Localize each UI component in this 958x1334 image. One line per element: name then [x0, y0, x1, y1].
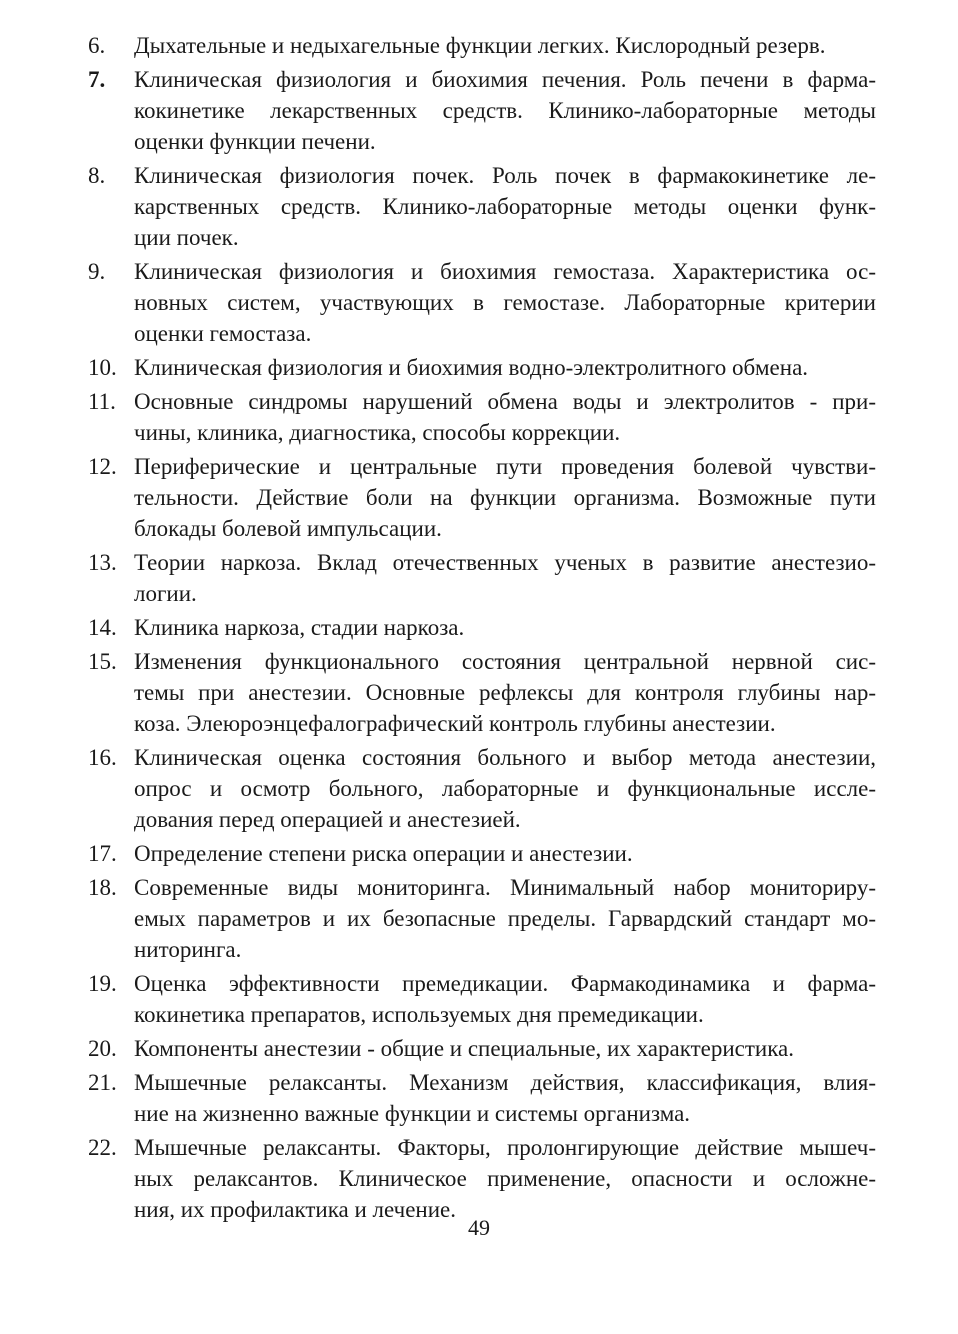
item-number: 10. [88, 355, 117, 380]
item-text [134, 646, 876, 739]
item-line: кокинетике лекарственных средств. Клинико-лабораторные методы [134, 98, 876, 123]
list-item [88, 160, 876, 253]
item-text [134, 838, 876, 869]
list-item [88, 1067, 876, 1129]
list-item [88, 547, 876, 609]
item-line: ниторинга. [134, 937, 242, 962]
item-text [134, 1067, 876, 1129]
item-number: 9. [88, 259, 106, 284]
item-line: Клиническая физиология и биохимия гемостаза. Характеристика ос- [134, 259, 876, 284]
item-line: ние на жизненно важные функции и системы организма. [134, 1101, 691, 1126]
item-line: Изменения функционального состояния центральной нервной сис- [134, 649, 876, 674]
item-text [134, 968, 876, 1030]
list-item [88, 352, 876, 383]
item-line: ции почек. [134, 225, 239, 250]
list-item [88, 386, 876, 448]
item-line: чины, клиника, диагностика, способы коррекции. [134, 420, 621, 445]
item-line: Основные синдромы нарушений обмена воды и электролитов - при- [134, 389, 876, 414]
item-line: Мышечные релаксанты. Факторы, пролонгирующие действие мышеч- [134, 1135, 876, 1160]
item-text [134, 352, 876, 383]
item-line: емых параметров и их безопасные пределы. Гарвардский стандарт мо- [134, 906, 876, 931]
item-text [134, 256, 876, 349]
list-item [88, 968, 876, 1030]
item-line: оценки гемостаза. [134, 321, 312, 346]
item-number: 14. [88, 615, 117, 640]
item-line: Оценка эффективности премедикации. Фармакодинамика и фарма- [134, 971, 876, 996]
item-text [134, 872, 876, 965]
list-item [88, 612, 876, 643]
item-line: карственных средств. Клинико-лабораторные методы оценки функ- [134, 194, 876, 219]
item-text [134, 742, 876, 835]
item-text [134, 612, 876, 643]
item-number: 11. [88, 389, 116, 414]
item-text [134, 547, 876, 609]
item-text [134, 386, 876, 448]
item-line: Клиническая оценка состояния больного и выбор метода анестезии, [134, 745, 876, 770]
item-line: темы при анестезии. Основные рефлексы для контроля глубины нар- [134, 680, 876, 705]
item-text [134, 451, 876, 544]
item-text [134, 64, 876, 157]
list-item [88, 1033, 876, 1064]
list-item [88, 256, 876, 349]
item-number: 20. [88, 1036, 117, 1061]
item-line: Клиническая физиология и биохимия водно-электролитного обмена. [134, 355, 809, 380]
item-number: 15. [88, 649, 117, 674]
item-number: 7. [88, 67, 106, 92]
item-line: Определение степени риска операции и анестезии. [134, 841, 633, 866]
item-line: Теории наркоза. Вклад отечественных ученых в развитие анестезио- [134, 550, 876, 575]
item-text [134, 160, 876, 253]
item-line: Периферические и центральные пути проведения болевой чувстви- [134, 454, 876, 479]
item-number: 21. [88, 1070, 117, 1095]
item-line: Клиническая физиология и биохимия печения. Роль печени в фарма- [134, 67, 876, 92]
item-text [134, 1132, 876, 1225]
item-line: тельности. Действие боли на функции организма. Возможные пути [134, 485, 876, 510]
item-number: 6. [88, 33, 106, 58]
item-line: кокинетика препаратов, используемых дня премедикации. [134, 1002, 704, 1027]
item-line: оценки функции печени. [134, 129, 376, 154]
item-line: новных систем, участвующих в гемостазе. Лабораторные критерии [134, 290, 876, 315]
page-number: 49 [468, 1215, 490, 1240]
item-line: блокады болевой импульсации. [134, 516, 442, 541]
item-line: ния, их профилактика и лечение. [134, 1197, 456, 1222]
item-line: ных релаксантов. Клиническое применение, опасности и осложне- [134, 1166, 876, 1191]
question-list [88, 30, 876, 1228]
item-number: 16. [88, 745, 117, 770]
list-item [88, 838, 876, 869]
list-item [88, 646, 876, 739]
list-item [88, 64, 876, 157]
item-line: Современные виды мониторинга. Минимальный набор мониториру- [134, 875, 876, 900]
list-item [88, 451, 876, 544]
item-number: 8. [88, 163, 106, 188]
list-item [88, 1132, 876, 1225]
item-line: коза. Элеюроэнцефалографический контроль глубины анестезии. [134, 711, 776, 736]
item-line: Компоненты анестезии - общие и специальные, их характеристика. [134, 1036, 795, 1061]
item-text [134, 1033, 876, 1064]
item-line: дования перед операцией и анестезией. [134, 807, 521, 832]
item-line: Клиническая физиология почек. Роль почек в фармакокинетике ле- [134, 163, 876, 188]
item-line: логии. [134, 581, 197, 606]
list-item [88, 742, 876, 835]
item-line: Мышечные релаксанты. Механизм действия, классификация, влия- [134, 1070, 876, 1095]
item-number: 12. [88, 454, 117, 479]
item-number: 19. [88, 971, 117, 996]
item-text [134, 30, 876, 61]
list-item [88, 30, 876, 61]
item-line: опрос и осмотр больного, лабораторные и функциональные иссле- [134, 776, 876, 801]
list-item [88, 872, 876, 965]
item-line: Дыхательные и недыхагельные функции легких. Кислородный резерв. [134, 33, 826, 58]
item-line: Клиника наркоза, стадии наркоза. [134, 615, 465, 640]
item-number: 22. [88, 1135, 117, 1160]
item-number: 13. [88, 550, 117, 575]
item-number: 18. [88, 875, 117, 900]
item-number: 17. [88, 841, 117, 866]
